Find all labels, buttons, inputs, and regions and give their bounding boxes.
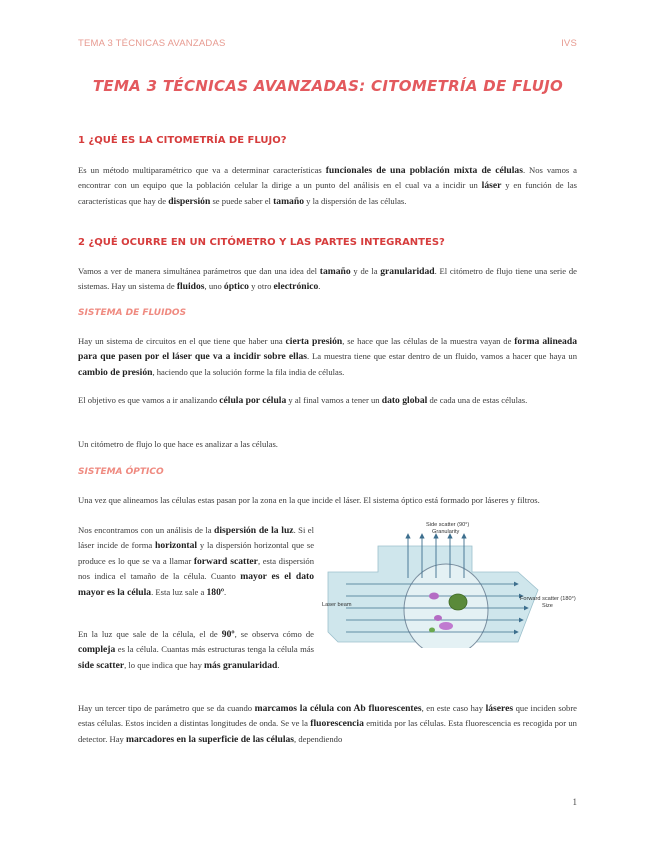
section-2-paragraph: Vamos a ver de manera simultánea parámetros que dan una idea del tamaño y de la granularidad. El citómetro de flujo tiene una serie de sistemas. Hay un sistema de fluidos, uno óptico y otro electrónico. (78, 266, 577, 293)
emphasis: láseres (485, 703, 514, 714)
document-title: TEMA 3 TÉCNICAS AVANZADAS: CITOMETRÍA DE FLUJO (92, 77, 564, 95)
emphasis: electrónico (273, 281, 319, 293)
optical-system-heading: SISTEMA ÓPTICO (78, 467, 164, 477)
emphasis: dispersión de la luz (214, 525, 294, 536)
emphasis: célula por célula (219, 395, 287, 406)
granule (439, 622, 453, 630)
emphasis: dispersión (168, 195, 211, 207)
emphasis: marcamos la célula con Ab fluorescentes (254, 703, 422, 714)
fluid-paragraph-3: Un citómetro de flujo lo que hace es analizar a las células. (78, 439, 278, 449)
optical-paragraph-1: Una vez que alineamos las células estas pasan por la zona en la que incide el láser. El sistema óptico está formado por láseres y filtros. (78, 495, 540, 505)
running-header-title: TEMA 3 TÉCNICAS AVANZADAS (78, 38, 226, 49)
emphasis: óptico (223, 281, 249, 293)
flow-cytometry-scatter-diagram (318, 520, 580, 648)
emphasis: 90º (221, 629, 235, 640)
granule (429, 593, 439, 600)
laser-beam-label: Laser beam (322, 602, 352, 608)
emphasis: forward scatter (193, 555, 258, 567)
emphasis: tamaño (319, 266, 351, 277)
emphasis: forma alineada para que pasen por el láser que va a incidir sobre ellas (78, 336, 577, 363)
nucleus (449, 594, 467, 610)
granule (429, 628, 435, 633)
emphasis: compleja (78, 644, 116, 656)
section-1-paragraph: Es un método multiparamétrico que va a determinar características funcionales de una población mixta de células. Nos vamos a encontrar con un equipo que la población celular la dirige a un punto del análisis en el cual va a incidir un láser y en función de las características que hay de dispersión se puede saber el tamaño y la dispersión de las células. (78, 165, 577, 207)
granule (434, 615, 442, 621)
side-scatter-label: Side scatter (90°) (426, 522, 470, 528)
emphasis: side scatter (78, 659, 125, 671)
section-1-heading: 1 ¿QUÉ ES LA CITOMETRÍA DE FLUJO? (78, 135, 287, 146)
emphasis: funcionales de una población mixta de células (325, 165, 523, 176)
running-header-author: IVS (561, 38, 577, 49)
page-number: 1 (572, 797, 577, 807)
emphasis: mayor es el dato mayor es la célula (78, 571, 315, 598)
emphasis: horizontal (154, 540, 198, 552)
emphasis: granularidad (380, 266, 435, 277)
size-label: Size (542, 603, 553, 609)
section-2-heading: 2 ¿QUÉ OCURRE EN UN CITÓMETRO Y LAS PARTES INTEGRANTES? (78, 237, 445, 248)
emphasis: fluorescencia (310, 718, 364, 730)
emphasis: 180º (206, 586, 225, 598)
emphasis: más granularidad (204, 659, 278, 671)
emphasis: fluidos (176, 281, 205, 293)
fluid-paragraph-2: El objetivo es que vamos a ir analizando célula por célula y al final vamos a tener un dato global de cada una de estas células. (78, 395, 528, 406)
emphasis: tamaño (273, 195, 304, 207)
forward-scatter-label: Forward scatter (180°) (520, 596, 576, 602)
optical-paragraph-2: Nos encontramos con un análisis de la dispersión de la luz. Si el láser incide de forma horizontal y la dispersión horizontal que se produce es lo que se va a llamar forward scatter, esta dispersión nos indica el tamaño de la célula. Cuanto mayor es el dato mayor es la célula. Esta luz sale a 180º. (78, 525, 315, 598)
emphasis: cambio de presión (78, 366, 153, 378)
optical-paragraph-3: En la luz que sale de la célula, el de 90º, se observa cómo de compleja es la célula. Cuantas más estructuras tenga la célula más side scatter, lo que indica que hay más granularidad. (78, 629, 314, 671)
fluid-system-heading: SISTEMA DE FLUIDOS (78, 308, 187, 318)
emphasis: marcadores en la superficie de las células (125, 733, 295, 745)
cell-outline (404, 564, 488, 648)
granularity-label: Granularity (432, 529, 460, 535)
fluid-paragraph-1: Hay un sistema de circuitos en el que tiene que haber una cierta presión, se hace que las células de la muestra vayan de forma alineada para que pasen por el láser que va a incidir sobre ellas. La muestra tiene que estar dentro de un fluido, vamos a hacer que haya un cambio de presión, haciendo que la solución forme la fila india de células. (78, 336, 577, 378)
optical-paragraph-4: Hay un tercer tipo de parámetro que se da cuando marcamos la célula con Ab fluorescentes, en este caso hay láseres que inciden sobre estas células. Estos inciden a distintas longitudes de onda. Se ve la fluorescencia emitida por las células. Esta fluorescencia es recogida por un detector. Hay marcadores en la superficie de las células, dependiendo (78, 703, 577, 745)
emphasis: láser (481, 180, 502, 192)
emphasis: dato global (381, 395, 428, 406)
emphasis: cierta presión (285, 336, 343, 347)
